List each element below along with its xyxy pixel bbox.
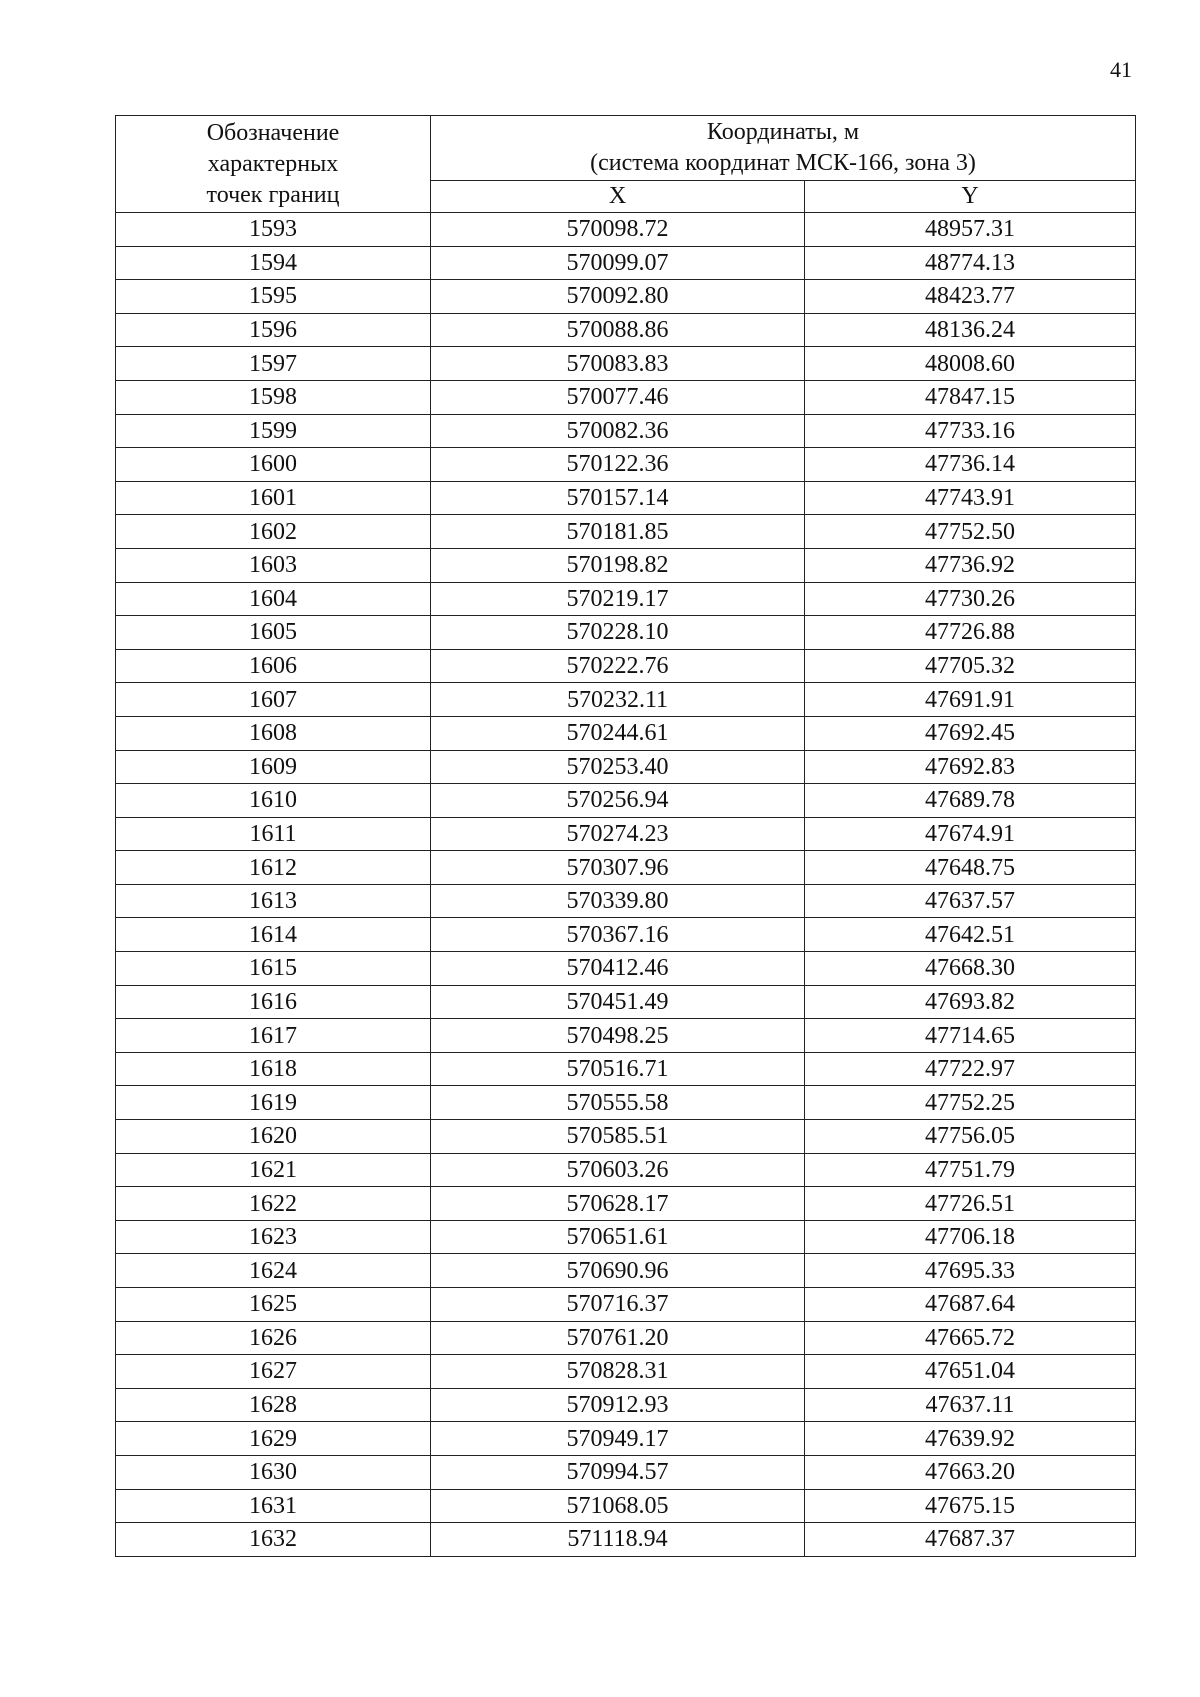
table-row	[116, 884, 1136, 918]
x-coordinate-cell: 570198.82	[431, 548, 805, 582]
x-coordinate-cell: 570651.61	[431, 1220, 805, 1254]
y-coordinate-cell: 47675.15	[805, 1489, 1136, 1523]
table-row	[116, 213, 1136, 247]
table-row	[116, 1355, 1136, 1389]
point-cell: 1621	[116, 1153, 431, 1187]
x-column-header: X	[431, 181, 805, 213]
table-row	[116, 616, 1136, 650]
x-coordinate-cell: 570412.46	[431, 952, 805, 986]
x-coordinate-cell: 571118.94	[431, 1523, 805, 1557]
point-cell: 1604	[116, 582, 431, 616]
y-coordinate-cell: 47689.78	[805, 784, 1136, 818]
y-coordinate-cell: 47751.79	[805, 1153, 1136, 1187]
x-coordinate-cell: 570585.51	[431, 1120, 805, 1154]
table-row	[116, 1523, 1136, 1557]
table-row	[116, 1254, 1136, 1288]
table-row	[116, 649, 1136, 683]
table-row	[116, 1153, 1136, 1187]
table-row	[116, 1321, 1136, 1355]
x-coordinate-cell: 570083.83	[431, 347, 805, 381]
point-cell: 1595	[116, 280, 431, 314]
y-coordinate-cell: 47692.83	[805, 750, 1136, 784]
coordinates-header	[431, 116, 1136, 181]
point-cell: 1608	[116, 716, 431, 750]
point-cell: 1611	[116, 817, 431, 851]
point-cell: 1632	[116, 1523, 431, 1557]
table-row	[116, 481, 1136, 515]
table-row	[116, 716, 1136, 750]
point-cell: 1626	[116, 1321, 431, 1355]
x-coordinate-cell: 570244.61	[431, 716, 805, 750]
table-row	[116, 985, 1136, 1019]
x-coordinate-cell: 570603.26	[431, 1153, 805, 1187]
table-row	[116, 448, 1136, 482]
y-coordinate-cell: 47637.11	[805, 1388, 1136, 1422]
point-cell: 1617	[116, 1019, 431, 1053]
y-coordinate-cell: 47639.92	[805, 1422, 1136, 1456]
x-coordinate-cell: 570274.23	[431, 817, 805, 851]
x-coordinate-cell: 570222.76	[431, 649, 805, 683]
table-row	[116, 683, 1136, 717]
y-coordinate-cell: 47714.65	[805, 1019, 1136, 1053]
table-row	[116, 1052, 1136, 1086]
y-coordinate-cell: 47847.15	[805, 380, 1136, 414]
point-cell: 1622	[116, 1187, 431, 1221]
point-cell: 1596	[116, 313, 431, 347]
y-coordinate-cell: 47668.30	[805, 952, 1136, 986]
y-coordinate-cell: 47743.91	[805, 481, 1136, 515]
table-row	[116, 414, 1136, 448]
x-coordinate-cell: 570082.36	[431, 414, 805, 448]
point-cell: 1607	[116, 683, 431, 717]
y-coordinate-cell: 47687.37	[805, 1523, 1136, 1557]
x-coordinate-cell: 571068.05	[431, 1489, 805, 1523]
point-cell: 1603	[116, 548, 431, 582]
y-coordinate-cell: 47665.72	[805, 1321, 1136, 1355]
x-coordinate-cell: 570949.17	[431, 1422, 805, 1456]
point-cell: 1594	[116, 246, 431, 280]
point-cell: 1593	[116, 213, 431, 247]
table-row	[116, 347, 1136, 381]
table-row	[116, 380, 1136, 414]
table-row	[116, 1220, 1136, 1254]
x-coordinate-cell: 570088.86	[431, 313, 805, 347]
point-cell: 1615	[116, 952, 431, 986]
table-row	[116, 784, 1136, 818]
y-coordinate-cell: 47756.05	[805, 1120, 1136, 1154]
y-coordinate-cell: 47691.91	[805, 683, 1136, 717]
x-coordinate-cell: 570339.80	[431, 884, 805, 918]
table-row	[116, 1187, 1136, 1221]
x-coordinate-cell: 570228.10	[431, 616, 805, 650]
x-coordinate-cell: 570099.07	[431, 246, 805, 280]
point-header-line: точек границ	[206, 181, 340, 208]
table-row	[116, 750, 1136, 784]
y-coordinate-cell: 47705.32	[805, 649, 1136, 683]
table-row	[116, 1120, 1136, 1154]
coords-header-line: (система координат МСК-166, зона 3)	[590, 150, 976, 176]
x-coordinate-cell: 570451.49	[431, 985, 805, 1019]
table-row	[116, 280, 1136, 314]
point-header-line: характерных	[207, 150, 339, 177]
table-row	[116, 515, 1136, 549]
table-body	[116, 213, 1136, 1557]
y-coordinate-cell: 47733.16	[805, 414, 1136, 448]
x-coordinate-cell: 570256.94	[431, 784, 805, 818]
point-cell: 1629	[116, 1422, 431, 1456]
point-cell: 1598	[116, 380, 431, 414]
y-coordinate-cell: 48136.24	[805, 313, 1136, 347]
x-coordinate-cell: 570994.57	[431, 1455, 805, 1489]
x-coordinate-cell: 570690.96	[431, 1254, 805, 1288]
y-coordinate-cell: 47736.14	[805, 448, 1136, 482]
y-coordinate-cell: 47637.57	[805, 884, 1136, 918]
y-coordinate-cell: 47752.25	[805, 1086, 1136, 1120]
y-coordinate-cell: 47642.51	[805, 918, 1136, 952]
x-coordinate-cell: 570516.71	[431, 1052, 805, 1086]
point-cell: 1628	[116, 1388, 431, 1422]
y-coordinate-cell: 48957.31	[805, 213, 1136, 247]
coordinates-table	[115, 115, 1136, 1557]
table-row	[116, 1422, 1136, 1456]
point-header-line: Обозначение	[206, 119, 340, 146]
y-coordinate-cell: 47752.50	[805, 515, 1136, 549]
table-row	[116, 1086, 1136, 1120]
x-coordinate-cell: 570761.20	[431, 1321, 805, 1355]
point-cell: 1601	[116, 481, 431, 515]
point-designation-header	[116, 116, 431, 213]
x-coordinate-cell: 570219.17	[431, 582, 805, 616]
table-header	[116, 116, 1136, 213]
x-coordinate-cell: 570157.14	[431, 481, 805, 515]
y-column-header: Y	[805, 181, 1136, 213]
point-cell: 1630	[116, 1455, 431, 1489]
y-coordinate-cell: 47648.75	[805, 851, 1136, 885]
point-cell: 1627	[116, 1355, 431, 1389]
table-row	[116, 313, 1136, 347]
x-coordinate-cell: 570828.31	[431, 1355, 805, 1389]
table-row	[116, 851, 1136, 885]
table-row	[116, 1019, 1136, 1053]
x-coordinate-cell: 570232.11	[431, 683, 805, 717]
point-cell: 1613	[116, 884, 431, 918]
y-coordinate-cell: 47687.64	[805, 1288, 1136, 1322]
x-coordinate-cell: 570307.96	[431, 851, 805, 885]
y-coordinate-cell: 47651.04	[805, 1355, 1136, 1389]
y-coordinate-cell: 47663.20	[805, 1455, 1136, 1489]
point-cell: 1624	[116, 1254, 431, 1288]
table-row	[116, 817, 1136, 851]
x-coordinate-cell: 570628.17	[431, 1187, 805, 1221]
x-coordinate-cell: 570912.93	[431, 1388, 805, 1422]
x-coordinate-cell: 570498.25	[431, 1019, 805, 1053]
x-coordinate-cell: 570181.85	[431, 515, 805, 549]
x-coordinate-cell: 570555.58	[431, 1086, 805, 1120]
y-coordinate-cell: 48423.77	[805, 280, 1136, 314]
x-coordinate-cell: 570098.72	[431, 213, 805, 247]
point-cell: 1610	[116, 784, 431, 818]
x-coordinate-cell: 570092.80	[431, 280, 805, 314]
y-coordinate-cell: 47695.33	[805, 1254, 1136, 1288]
point-cell: 1605	[116, 616, 431, 650]
y-coordinate-cell: 47674.91	[805, 817, 1136, 851]
y-coordinate-cell: 47692.45	[805, 716, 1136, 750]
point-cell: 1619	[116, 1086, 431, 1120]
point-cell: 1625	[116, 1288, 431, 1322]
table-row	[116, 548, 1136, 582]
x-coordinate-cell: 570716.37	[431, 1288, 805, 1322]
table-row	[116, 1489, 1136, 1523]
point-cell: 1618	[116, 1052, 431, 1086]
point-cell: 1616	[116, 985, 431, 1019]
y-coordinate-cell: 47726.88	[805, 616, 1136, 650]
point-cell: 1600	[116, 448, 431, 482]
point-cell: 1614	[116, 918, 431, 952]
point-cell: 1597	[116, 347, 431, 381]
x-coordinate-cell: 570077.46	[431, 380, 805, 414]
point-cell: 1612	[116, 851, 431, 885]
x-coordinate-cell: 570253.40	[431, 750, 805, 784]
page-number: 41	[1110, 57, 1132, 82]
table-row	[116, 1388, 1136, 1422]
y-coordinate-cell: 47722.97	[805, 1052, 1136, 1086]
point-cell: 1620	[116, 1120, 431, 1154]
y-coordinate-cell: 47706.18	[805, 1220, 1136, 1254]
table-row	[116, 952, 1136, 986]
y-coordinate-cell: 47736.92	[805, 548, 1136, 582]
table-row	[116, 918, 1136, 952]
point-cell: 1602	[116, 515, 431, 549]
y-coordinate-cell: 47726.51	[805, 1187, 1136, 1221]
table-row	[116, 582, 1136, 616]
point-cell: 1606	[116, 649, 431, 683]
point-cell: 1609	[116, 750, 431, 784]
point-cell: 1623	[116, 1220, 431, 1254]
coords-header-line: Координаты, м	[706, 119, 860, 145]
point-cell: 1631	[116, 1489, 431, 1523]
point-cell: 1599	[116, 414, 431, 448]
x-coordinate-cell: 570122.36	[431, 448, 805, 482]
y-coordinate-cell: 47730.26	[805, 582, 1136, 616]
table-row	[116, 1288, 1136, 1322]
y-coordinate-cell: 48008.60	[805, 347, 1136, 381]
table-row	[116, 246, 1136, 280]
x-coordinate-cell: 570367.16	[431, 918, 805, 952]
table-row	[116, 1455, 1136, 1489]
y-coordinate-cell: 48774.13	[805, 246, 1136, 280]
y-coordinate-cell: 47693.82	[805, 985, 1136, 1019]
